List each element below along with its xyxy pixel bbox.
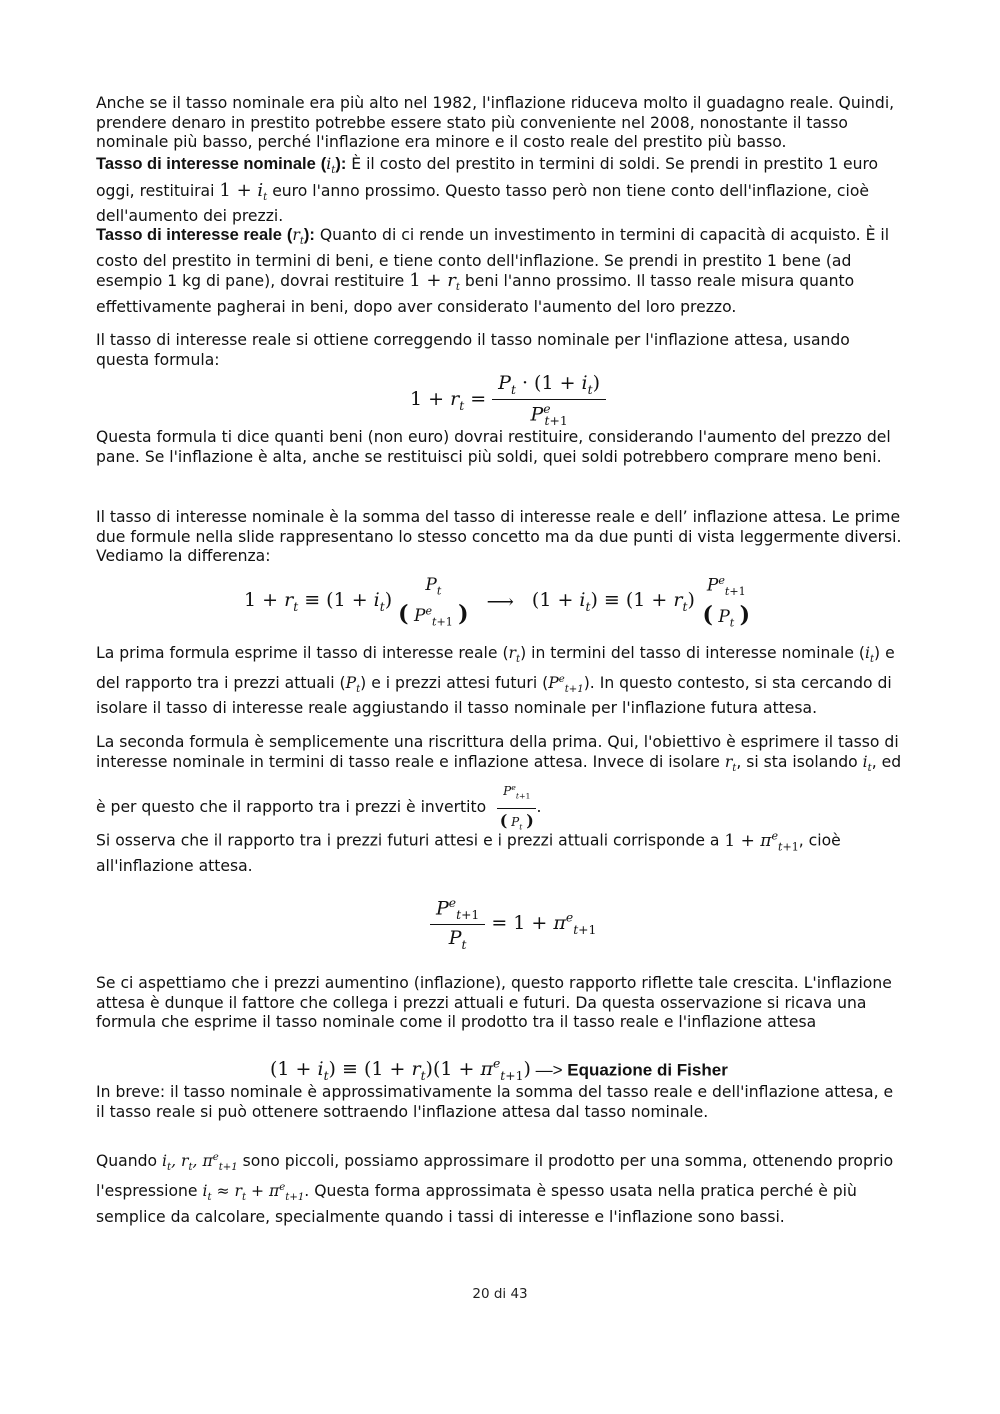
formula-two-views: $1 + r_t \equiv (1 + i_t)$ $P_t$ ( $P^e_{t+1}$ ) ⟶ $(1 + i_t) \equiv (1 + r_t)$ $P^e_{t+1}$ ( $P_t$ ) bbox=[244, 574, 751, 630]
paragraph-formula-intro: Il tasso di interesse reale si ottiene correggendo il tasso nominale per l'inflazione attesa, usando questa formula: bbox=[96, 331, 850, 369]
paragraph-price-ratio: Si osserva che il rapporto tra i prezzi futuri attesi e i prezzi attuali corrisponde a $1 + \pi^e_{t+1}$, cioè all'inflazione attesa. bbox=[96, 829, 841, 875]
paragraph-second-formula: La seconda formula è semplicemente una riscrittura della prima. Qui, l'obiettivo è esprimere il tasso di interesse nominale in termini di tasso reale e inflazione attesa. Invece di isolare $r_t$, si sta isolando $i_t$, ed è per questo che il rapporto tra i prezzi è invertito $\frac{P^e_{t+1}}{( P_t )}$ . bbox=[96, 733, 902, 832]
paragraph-summary: In breve: il tasso nominale è approssimativamente la somma del tasso reale e dell'inflazione attesa, e il tasso reale si può ottenere sottraendo l'inflazione attesa dal tasso nominale. bbox=[96, 1083, 894, 1121]
paragraph-expected-inflation: Se ci aspettiamo che i prezzi aumentino (inflazione), questo rapporto riflette tale crescita. L'inflazione attesa è dunque il fattore che collega i prezzi attuali e futuri. Da questa osservazione si ricava una formula che esprime il tasso nominale come il prodotto tra il tasso reale e l'inflazione attesa bbox=[96, 974, 892, 1031]
term-nominal-rate: Tasso di interesse nominale bbox=[96, 155, 316, 173]
fisher-equation-label: Equazione di Fisher bbox=[567, 1060, 728, 1080]
formula-price-ratio: $\frac{P^e_{t+1}}{P_t}$ = $1 + \pi^e_{t+1}$ bbox=[430, 896, 596, 952]
paragraph-real-rate: Tasso di interesse reale $(r_t)$: Quanto di ci rende un investimento in termini di capacità di acquisto. È il costo del prestito in termini di beni, e tiene conto dell'inflazione. Se prendi in prestito 1 bene (ad esempio 1 kg di pane), dovrai restituire $1 + r_t$ beni l'anno prossimo. Il tasso reale misura quanto effettivamente pagherai in beni, dopo aver considerato l'aumento del loro prezzo. bbox=[96, 226, 890, 316]
paragraph-intro: Anche se il tasso nominale era più alto nel 1982, l'inflazione riduceva molto il guadagno reale. Quindi, prendere denaro in prestito potrebbe essere stato più conveniente nel 2008, nonostante il tasso nominale più basso, perché l'inflazione era minore e il costo reale del prestito più basso. bbox=[96, 94, 895, 151]
term-real-rate: Tasso di interesse reale bbox=[96, 226, 282, 244]
formula-real-rate: $1 + r_t$ = $\frac{P_t \cdot (1 + i_t)}{P^e_{t+1}}$ bbox=[410, 372, 606, 428]
paragraph-nominal-sum: Il tasso di interesse nominale è la somma del tasso di interesse reale e dell’ inflazione attesa. Le prime due formule nella slide rappresentano lo stesso concetto ma da due punti di vista leggermente diversi. Vediamo la differenza: bbox=[96, 508, 902, 565]
formula-fisher: $(1 + i_t) \equiv (1 + r_t)(1 + \pi^e_{t+1})$ —> Equazione di Fisher bbox=[270, 1057, 728, 1084]
paragraph-first-formula: La prima formula esprime il tasso di interesse reale $(r_t)$ in termini del tasso di interesse nominale $(i_t)$ e del rapporto tra i prezzi attuali $(P_t)$ e i prezzi attesi futuri $(P^e_{t+1})$. In questo contesto, si sta cercando di isolare il tasso di interesse reale aggiustando il tasso nominale per l'inflazione futura attesa. bbox=[96, 644, 895, 718]
page-number: 20 di 43 bbox=[472, 1286, 528, 1302]
paragraph-approximation: Quando $i_t$, $r_t$, $\pi^e_{t+1}$ sono piccoli, possiamo approssimare il prodotto per una somma, ottenendo proprio l'espressione $i_t \approx r_t + \pi^e_{t+1}$. Questa forma approssimata è spesso usata nella pratica perché è più semplice da calcolare, specialmente quando i tassi di interesse e l'inflazione sono bassi. bbox=[96, 1152, 894, 1226]
paragraph-nominal-rate: Tasso di interesse nominale $(i_t)$: È il costo del prestito in termini di soldi. Se prendi in prestito 1 euro oggi, restituirai $1 + i_t$ euro l'anno prossimo. Questo tasso però non tiene conto dell'inflazione, cioè dell'aumento dei prezzi. bbox=[96, 155, 879, 226]
paragraph-formula-meaning: Questa formula ti dice quanti beni (non euro) dovrai restituire, considerando l'aumento del prezzo del pane. Se l'inflazione è alta, anche se restituisci più soldi, quei soldi potrebbero comprare meno beni. bbox=[96, 428, 891, 466]
